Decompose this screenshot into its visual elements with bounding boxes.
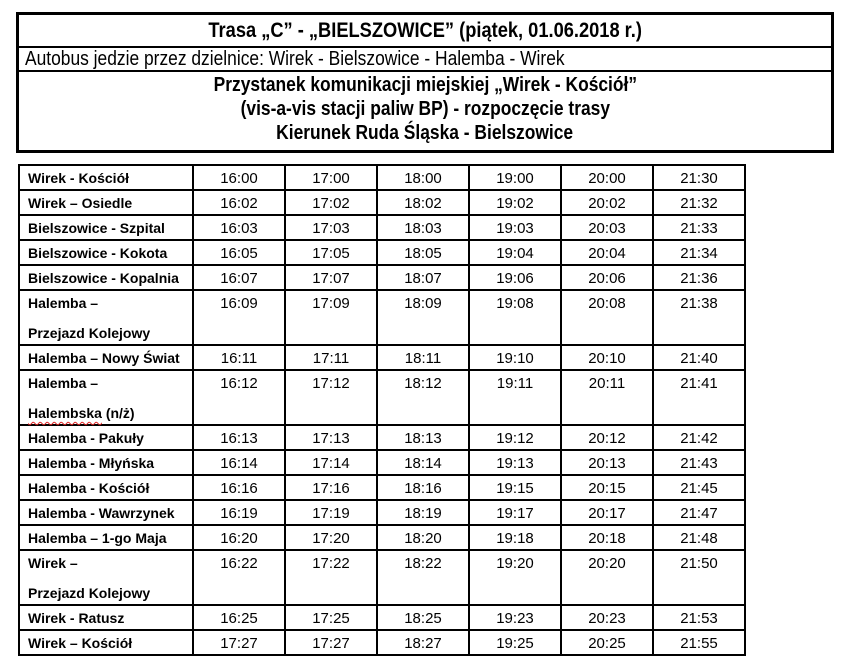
stop-name-cell bbox=[19, 240, 193, 265]
stop-name: Halemba - Wawrzynek bbox=[28, 505, 175, 521]
time-cell: 21:36 bbox=[653, 265, 745, 290]
timetable bbox=[18, 164, 746, 656]
time-cell: 21:55 bbox=[653, 630, 745, 655]
time-cell: 19:02 bbox=[469, 190, 561, 215]
time-cell: 17:19 bbox=[285, 500, 377, 525]
time-cell: 21:32 bbox=[653, 190, 745, 215]
time-cell: 18:14 bbox=[377, 450, 469, 475]
direction-line: Kierunek Ruda Śląska - Bielszowice bbox=[276, 122, 574, 144]
time-cell: 21:50 bbox=[653, 550, 745, 605]
time-cell: 19:00 bbox=[469, 165, 561, 190]
time-cell: 16:02 bbox=[193, 190, 285, 215]
time-cell: 16:03 bbox=[193, 215, 285, 240]
stop-name: Wirek - Ratusz bbox=[28, 610, 125, 626]
stop-name-cell bbox=[19, 630, 193, 655]
table-row bbox=[19, 240, 745, 265]
time-cell: 21:47 bbox=[653, 500, 745, 525]
table-row bbox=[19, 525, 745, 550]
time-cell: 20:25 bbox=[561, 630, 653, 655]
time-cell: 20:17 bbox=[561, 500, 653, 525]
stop-name: Halemba - Pakuły bbox=[28, 430, 144, 446]
stop-name-cell bbox=[19, 605, 193, 630]
time-cell: 19:08 bbox=[469, 290, 561, 345]
stop-name: Halemba - Kościół bbox=[28, 480, 150, 496]
table-row bbox=[19, 475, 745, 500]
stop-name-line2: Przejazd Kolejowy bbox=[28, 585, 151, 601]
stop-name-cell bbox=[19, 290, 193, 345]
time-cell: 19:13 bbox=[469, 450, 561, 475]
route-description: Autobus jedzie przez dzielnice: Wirek - Bielszowice - Halemba - Wirek bbox=[25, 47, 565, 70]
time-cell: 19:10 bbox=[469, 345, 561, 370]
time-cell: 17:12 bbox=[285, 370, 377, 425]
time-cell: 20:03 bbox=[561, 215, 653, 240]
time-cell: 18:25 bbox=[377, 605, 469, 630]
table-row bbox=[19, 290, 745, 345]
stop-name-cell bbox=[19, 370, 193, 425]
stop-name-cell bbox=[19, 450, 193, 475]
time-cell: 21:33 bbox=[653, 215, 745, 240]
table-row bbox=[19, 215, 745, 240]
time-cell: 21:38 bbox=[653, 290, 745, 345]
time-cell: 18:19 bbox=[377, 500, 469, 525]
time-cell: 19:11 bbox=[469, 370, 561, 425]
time-cell: 21:34 bbox=[653, 240, 745, 265]
time-cell: 16:20 bbox=[193, 525, 285, 550]
time-cell: 20:23 bbox=[561, 605, 653, 630]
table-row bbox=[19, 500, 745, 525]
stop-name: Halemba – 1-go Maja bbox=[28, 530, 167, 546]
time-cell: 17:00 bbox=[285, 165, 377, 190]
time-cell: 21:43 bbox=[653, 450, 745, 475]
table-row bbox=[19, 425, 745, 450]
table-row bbox=[19, 605, 745, 630]
route-description-row bbox=[19, 48, 831, 72]
table-row bbox=[19, 450, 745, 475]
time-cell: 21:42 bbox=[653, 425, 745, 450]
stop-name-line2: Halembska (n/ż) bbox=[28, 405, 135, 421]
time-cell: 16:25 bbox=[193, 605, 285, 630]
time-cell: 17:09 bbox=[285, 290, 377, 345]
time-cell: 19:18 bbox=[469, 525, 561, 550]
time-cell: 20:15 bbox=[561, 475, 653, 500]
time-cell: 19:12 bbox=[469, 425, 561, 450]
stop-name-cell bbox=[19, 345, 193, 370]
stop-name-cell bbox=[19, 265, 193, 290]
time-cell: 21:30 bbox=[653, 165, 745, 190]
time-cell: 20:08 bbox=[561, 290, 653, 345]
stop-name: Halemba – bbox=[28, 295, 99, 311]
table-row bbox=[19, 190, 745, 215]
time-cell: 17:07 bbox=[285, 265, 377, 290]
time-cell: 19:03 bbox=[469, 215, 561, 240]
table-row bbox=[19, 630, 745, 655]
time-cell: 18:12 bbox=[377, 370, 469, 425]
stop-name-cell bbox=[19, 215, 193, 240]
time-cell: 16:05 bbox=[193, 240, 285, 265]
document-title: Trasa „C” - „BIELSZOWICE” (piątek, 01.06.2018 r.) bbox=[208, 18, 642, 42]
time-cell: 17:02 bbox=[285, 190, 377, 215]
time-cell: 17:03 bbox=[285, 215, 377, 240]
time-cell: 18:09 bbox=[377, 290, 469, 345]
time-cell: 18:13 bbox=[377, 425, 469, 450]
time-cell: 18:22 bbox=[377, 550, 469, 605]
time-cell: 18:20 bbox=[377, 525, 469, 550]
stop-name: Bielszowice - Szpital bbox=[28, 220, 165, 236]
stop-name: Halemba – Nowy Świat bbox=[28, 350, 180, 366]
misspelled-word: Halembska bbox=[28, 405, 102, 421]
time-cell: 20:10 bbox=[561, 345, 653, 370]
time-cell: 17:16 bbox=[285, 475, 377, 500]
time-cell: 21:45 bbox=[653, 475, 745, 500]
time-cell: 18:02 bbox=[377, 190, 469, 215]
time-cell: 19:20 bbox=[469, 550, 561, 605]
time-cell: 17:27 bbox=[193, 630, 285, 655]
time-cell: 16:07 bbox=[193, 265, 285, 290]
start-stop-line: Przystanek komunikacji miejskiej „Wirek - Kościół” bbox=[213, 74, 637, 96]
time-cell: 16:09 bbox=[193, 290, 285, 345]
time-cell: 20:13 bbox=[561, 450, 653, 475]
start-stop-line: (vis-a-vis stacji paliw BP) - rozpoczęcie trasy bbox=[240, 98, 610, 120]
document-title-row bbox=[19, 15, 831, 48]
time-cell: 19:15 bbox=[469, 475, 561, 500]
time-cell: 18:05 bbox=[377, 240, 469, 265]
time-cell: 20:11 bbox=[561, 370, 653, 425]
stop-name: Halemba – bbox=[28, 375, 99, 391]
time-cell: 16:16 bbox=[193, 475, 285, 500]
stop-name-cell bbox=[19, 165, 193, 190]
stop-name: Wirek – Osiedle bbox=[28, 195, 133, 211]
time-cell: 17:13 bbox=[285, 425, 377, 450]
start-stop-info bbox=[19, 72, 831, 150]
stop-name: Wirek – bbox=[28, 555, 78, 571]
time-cell: 21:41 bbox=[653, 370, 745, 425]
time-cell: 18:07 bbox=[377, 265, 469, 290]
time-cell: 20:06 bbox=[561, 265, 653, 290]
time-cell: 19:06 bbox=[469, 265, 561, 290]
time-cell: 16:11 bbox=[193, 345, 285, 370]
table-row bbox=[19, 345, 745, 370]
stop-name-cell bbox=[19, 525, 193, 550]
time-cell: 20:00 bbox=[561, 165, 653, 190]
time-cell: 16:00 bbox=[193, 165, 285, 190]
time-cell: 19:25 bbox=[469, 630, 561, 655]
time-cell: 17:05 bbox=[285, 240, 377, 265]
time-cell: 16:12 bbox=[193, 370, 285, 425]
time-cell: 21:40 bbox=[653, 345, 745, 370]
time-cell: 17:11 bbox=[285, 345, 377, 370]
time-cell: 17:22 bbox=[285, 550, 377, 605]
stop-name: Wirek - Kościół bbox=[28, 170, 130, 186]
time-cell: 16:19 bbox=[193, 500, 285, 525]
stop-name-cell bbox=[19, 425, 193, 450]
table-row bbox=[19, 550, 745, 605]
time-cell: 16:22 bbox=[193, 550, 285, 605]
stop-name-line2: Przejazd Kolejowy bbox=[28, 325, 151, 341]
time-cell: 17:20 bbox=[285, 525, 377, 550]
time-cell: 18:03 bbox=[377, 215, 469, 240]
time-cell: 16:14 bbox=[193, 450, 285, 475]
stop-name: Bielszowice - Kokota bbox=[28, 245, 168, 261]
time-cell: 19:23 bbox=[469, 605, 561, 630]
time-cell: 17:27 bbox=[285, 630, 377, 655]
time-cell: 21:53 bbox=[653, 605, 745, 630]
timetable-body bbox=[19, 165, 745, 655]
time-cell: 17:14 bbox=[285, 450, 377, 475]
time-cell: 18:00 bbox=[377, 165, 469, 190]
header-box bbox=[16, 12, 834, 153]
stop-name: Bielszowice - Kopalnia bbox=[28, 270, 179, 286]
stop-name-cell bbox=[19, 190, 193, 215]
time-cell: 20:12 bbox=[561, 425, 653, 450]
stop-name-cell bbox=[19, 550, 193, 605]
stop-name: Wirek – Kościół bbox=[28, 635, 133, 651]
time-cell: 19:17 bbox=[469, 500, 561, 525]
stop-name-cell bbox=[19, 475, 193, 500]
table-row bbox=[19, 370, 745, 425]
time-cell: 20:02 bbox=[561, 190, 653, 215]
time-cell: 17:25 bbox=[285, 605, 377, 630]
stop-name-cell bbox=[19, 500, 193, 525]
time-cell: 16:13 bbox=[193, 425, 285, 450]
time-cell: 20:18 bbox=[561, 525, 653, 550]
time-cell: 20:04 bbox=[561, 240, 653, 265]
time-cell: 19:04 bbox=[469, 240, 561, 265]
stop-name: Halemba - Młyńska bbox=[28, 455, 155, 471]
table-row bbox=[19, 265, 745, 290]
time-cell: 18:11 bbox=[377, 345, 469, 370]
table-row bbox=[19, 165, 745, 190]
time-cell: 20:20 bbox=[561, 550, 653, 605]
time-cell: 18:16 bbox=[377, 475, 469, 500]
time-cell: 21:48 bbox=[653, 525, 745, 550]
time-cell: 18:27 bbox=[377, 630, 469, 655]
